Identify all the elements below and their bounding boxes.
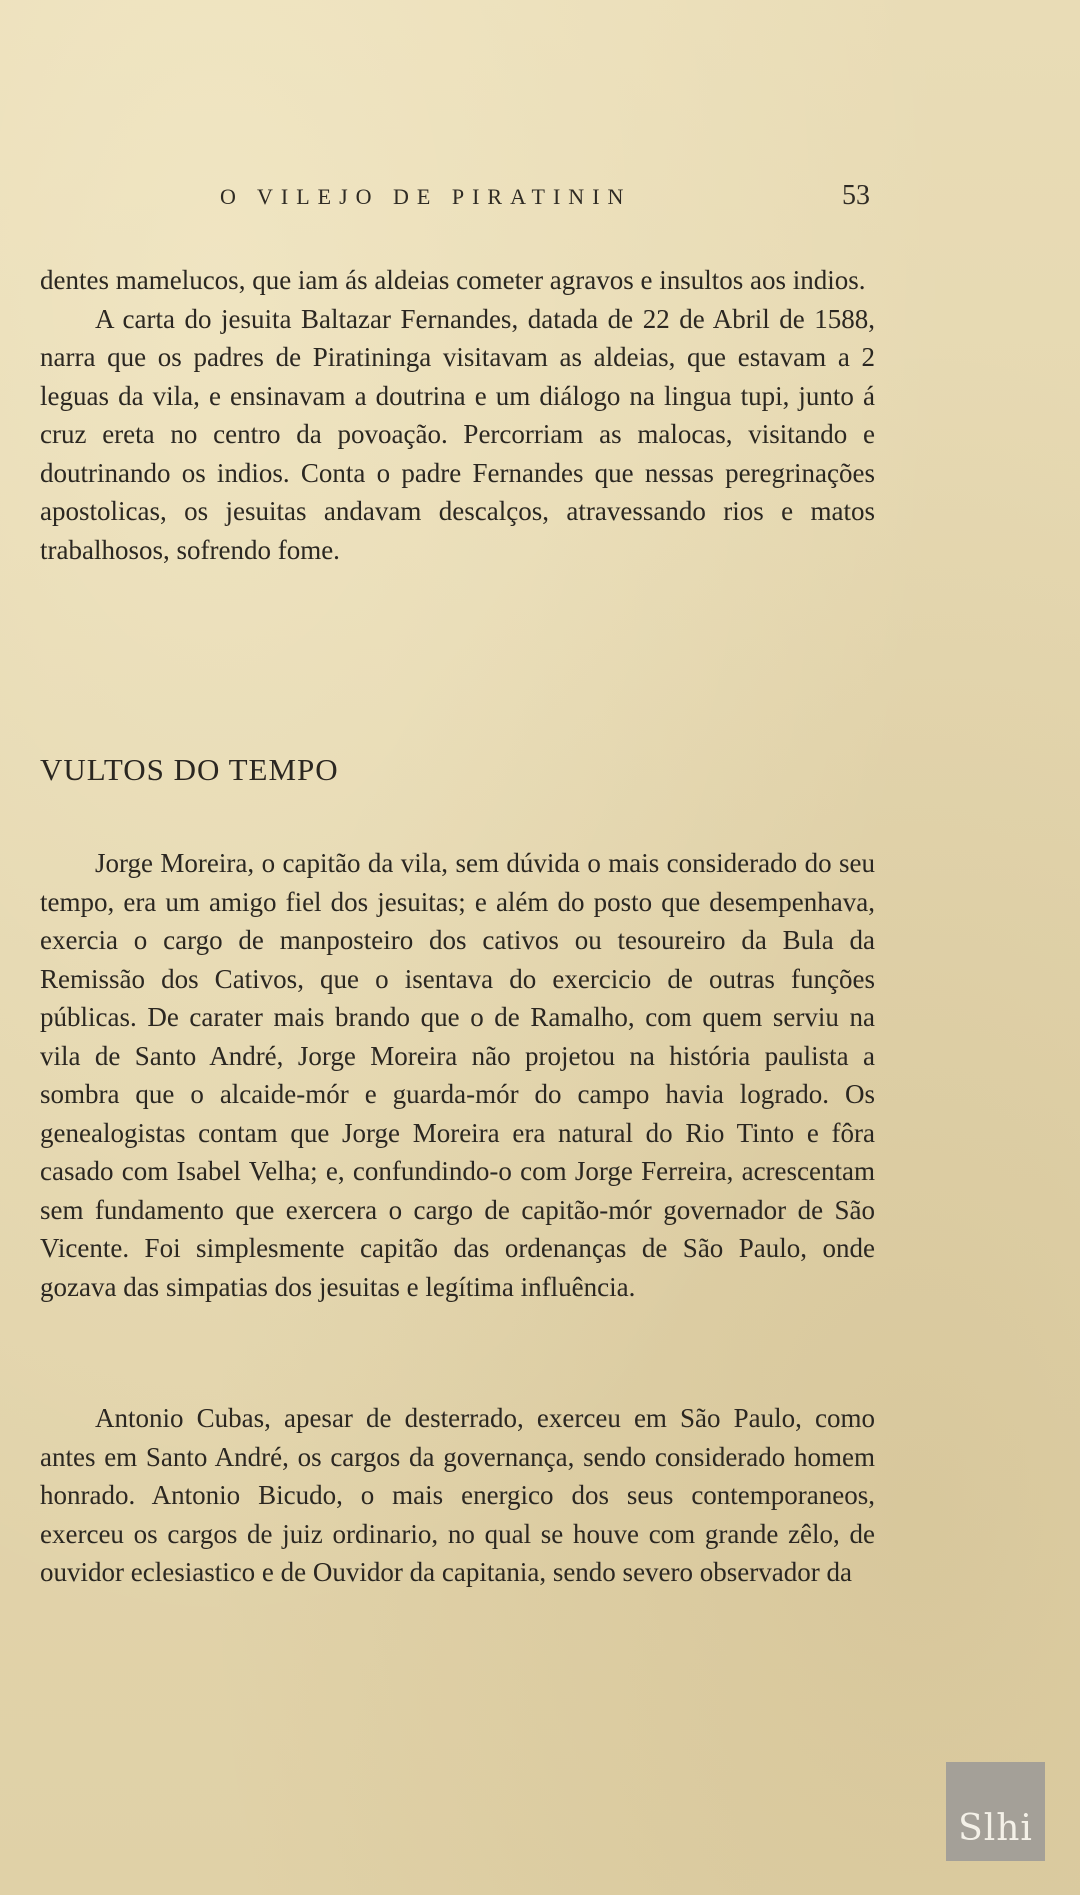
running-title: O VILEJO DE PIRATININ: [220, 184, 632, 209]
library-logo-text: Slhi: [958, 1808, 1033, 1849]
paragraph-jorge-moreira: Jorge Moreira, o capitão da vila, sem dúvida o mais considerado do seu tempo, era um amigo fiel dos jesuitas; e além do posto que desempenhava, exercia o cargo de manposteiro dos cativos ou tesoureiro da Bula da Remissão dos Cativos, que o isentava do exercicio de outras funções públicas. De carater mais brando que o de Ramalho, com quem serviu na vila de Santo André, Jorge Moreira não projetou na história paulista a sombra que o alcaide-mór e guarda-mór do campo havia logrado. Os genealogistas contam que Jorge Moreira era natural do Rio Tinto e fôra casado com Isabel Velha; e, confundindo-o com Jorge Ferreira, acrescentam sem fundamento que exercera o cargo de capitão-mór governador de São Vicente. Foi simplesmente capitão das ordenanças de São Paulo, onde gozava das simpatias dos jesuitas e legítima influência.: [40, 848, 875, 1302]
running-head: [220, 180, 870, 212]
page-number: 53: [842, 180, 870, 211]
section-heading: VULTOS DO TEMPO: [40, 752, 339, 787]
text-block-intro: [40, 261, 875, 569]
paragraph-carta: A carta do jesuita Baltazar Fernandes, datada de 22 de Abril de 1588, narra que os padres de Piratininga visitavam as aldeias, que estavam a 2 leguas da vila, e ensinavam a doutrina e um diálogo na lingua tupi, junto á cruz ereta no centro da povoação. Percorriam as malocas, visitando e doutrinando os indios. Conta o padre Fernandes que nessas peregrinações apostolicas, os jesuitas andavam descalços, atravessando rios e matos trabalhosos, sofrendo fome.: [40, 303, 875, 565]
paragraph-continuation: dentes mamelucos, que iam ás aldeias cometer agravos e insultos aos indios.: [40, 265, 866, 295]
text-block-jorge-moreira: [40, 844, 875, 1306]
paragraph-antonio-cubas: Antonio Cubas, apesar de desterrado, exerceu em São Paulo, como antes em Santo André, os cargos da governança, sendo considerado homem honrado. Antonio Bicudo, o mais energico dos seus contemporaneos, exerceu os cargos de juiz ordinario, no qual se houve com grande zêlo, de ouvidor eclesiastico e de Ouvidor da capitania, sendo severo observador da: [40, 1403, 875, 1587]
library-logo: [946, 1762, 1045, 1861]
text-block-antonio-cubas: [40, 1399, 875, 1592]
